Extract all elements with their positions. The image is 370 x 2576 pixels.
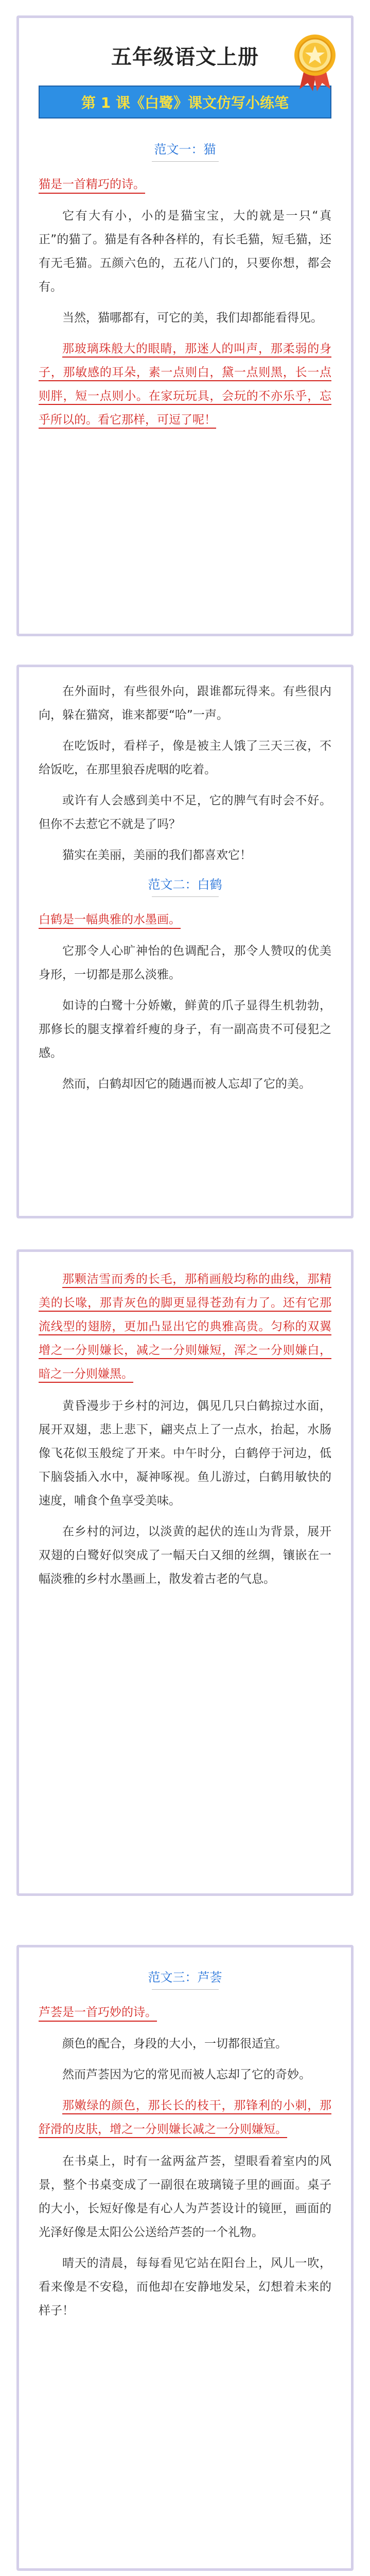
paragraph: 然而，白鹤却因它的随遇而被人忘却了它的美。	[62, 1077, 311, 1091]
highlight-paragraph	[39, 1267, 331, 1386]
lead-sentence: 猫是一首精巧的诗。	[39, 177, 145, 194]
content-card-2	[16, 665, 354, 1218]
paragraph: 在乡村的河边，以淡黄的起伏的连山为背景，展开双翅的白鹭好似突成了一幅天白又细的丝绸，镶嵌在一幅淡雅的乡村水墨画上，散发着古老的气息。	[39, 1525, 331, 1586]
section-heading-cat: 范文一：猫	[39, 139, 331, 162]
section-heading-crane: 范文二：白鹤	[39, 874, 331, 897]
lesson-subtitle: 第 1 课《白鹭》课文仿写小练笔	[39, 86, 331, 118]
paragraph: 在外面时，有些很外向，跟谁都玩得来。有些很内向，躲在猫窝，谁来都要“哈”一声。	[39, 685, 331, 722]
paragraph: 如诗的白鹭十分娇嫩，鲜黄的爪子显得生机勃勃，那修长的腿支撑着纤瘦的身子，有一副高贵不可侵犯之感。	[39, 998, 331, 1060]
page-title: 五年级语文上册	[111, 45, 259, 69]
paragraph: 晴天的清晨，每每看见它站在阳台上，风儿一吹，看来像是不安稳，而他却在安静地发呆，幻想着未来的样子！	[39, 2256, 331, 2317]
paragraph: 在书桌上，时有一盆两盆芦荟，望眼看着室内的风景，整个书桌变成了一副很在玻璃镜子里的画面。桌子的大小，长短好像是有心人为芦荟设计的镜匣，画面的光泽好像是太阳公公送给芦荟的一个礼物。	[39, 2154, 331, 2239]
paragraph: 它有大有小，小的是猫宝宝，大的就是一只“真正”的猫了。猫是有各种各样的，有长毛猫，短毛猫，还有无毛猫。五颜六色的，五花八门的，只要你想，都会有。	[39, 209, 331, 294]
paragraph: 猫实在美丽，美丽的我们都喜欢它！	[62, 849, 252, 862]
section-heading-aloe: 范文三：芦荟	[39, 1967, 331, 1990]
highlight-text: 那嫩绿的颜色，那长长的枝干，那锋利的小刺，那舒滑的皮肤，增之一分则嫌长减之一分则嫌短。	[39, 2099, 331, 2138]
lead-sentence: 芦荟是一首巧妙的诗。	[39, 2005, 157, 2022]
paragraph: 颜色的配合，身段的大小，一切都很适宜。	[62, 2037, 287, 2050]
paragraph: 在吃饭时，看样子，像是被主人饿了三天三夜，不给饭吃，在那里狼吞虎咽的吃着。	[39, 739, 331, 776]
award-medal-icon	[290, 31, 340, 92]
paragraph: 当然，猫哪都有，可它的美，我们却都能看得见。	[62, 311, 323, 325]
paragraph: 或许有人会感到美中不足，它的脾气有时会不好。但你不去惹它不就是了吗？	[39, 794, 331, 831]
highlight-text: 那玻璃珠般大的眼睛，那迷人的叫声，那柔弱的身子，那敏感的耳朵，素一点则白，黛一点则黑，长一点则胖，短一点则小。在家玩玩具，会玩的不亦乐乎，忘乎所以的。看它那样，可逗了呢！	[39, 342, 331, 429]
content-card-1	[16, 15, 354, 636]
paragraph: 然而芦荟因为它的常见而被人忘却了它的奇妙。	[62, 2067, 311, 2081]
highlight-text: 那颗洁雪而秀的长毛，那稍画般均称的曲线，那精美的长喙，那青灰色的脚更显得苍劲有力了。还有它那流线型的翅膀，更加凸显出它的典雅高贵。匀称的双翼增之一分则嫌长，减之一分则嫌短，浑之一分则嫌白，暗之一分则嫌黑。	[39, 1273, 331, 1383]
paragraph: 它那令人心旷神怡的色调配合，那令人赞叹的优美身形，一切都是那么淡雅。	[39, 944, 331, 981]
content-card-4	[16, 1945, 354, 2571]
highlight-paragraph	[39, 2094, 331, 2141]
content-card-3	[16, 1249, 354, 1896]
paragraph: 黄昏漫步于乡村的河边，偶见几只白鹤掠过水面，展开双翅，悲上悲下，翩夹点上了一点水，抬起，水肠像飞花似玉般绽了开来。中午时分，白鹤停于河边，低下脑袋插入水中，凝神啄视。鱼儿游过，白鹤用敏快的速度，哺食个鱼享受美味。	[39, 1399, 331, 1507]
highlight-paragraph	[39, 337, 331, 432]
lead-sentence: 白鹤是一幅典雅的水墨画。	[39, 912, 181, 929]
